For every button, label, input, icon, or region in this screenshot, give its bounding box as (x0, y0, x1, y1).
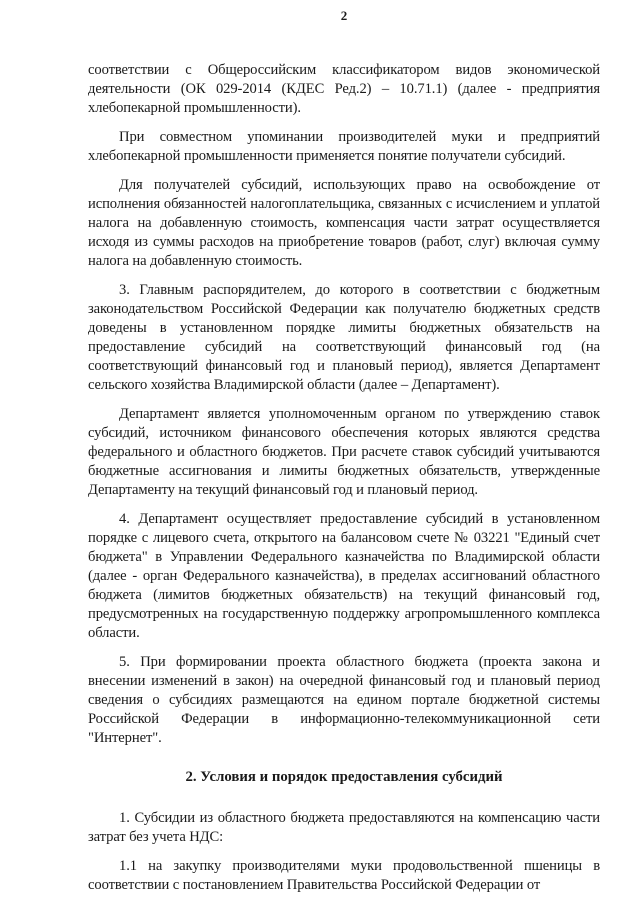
paragraph-main-administrator: 3. Главным распорядителем, до которого в соответствии с бюджетным законодательством Российской Федерации как получателю бюджетных средств доведены в установленном порядке лимиты бюджетных обязательств на предоставление субсидий на соответствующий финансовый год (на соответствующий финансовый год и плановый период), является Департамент сельского хозяйства Владимирской области (далее – Департамент). (88, 282, 600, 393)
paragraph-budget-portal: 5. При формировании проекта областного бюджета (проекта закона и внесении изменений в закон) на очередной финансовый год и плановый период сведения о субсидиях размещаются на едином портале бюджетной системы Российской Федерации в информационно-телекоммуникационной сети "Интернет". (88, 654, 600, 746)
paragraph-recipients-definition: При совместном упоминании производителей муки и предприятий хлебопекарной промышленности применяется понятие получатели субсидий. (88, 129, 600, 164)
paragraph-vat-exemption: Для получателей субсидий, использующих право на освобождение от исполнения обязанностей налогоплательщика, связанных с исчислением и уплатой налога на добавленную стоимость, компенсация части затрат осуществляется исходя из суммы расходов на приобретение товаров (работ, слуг) включая сумму налога на добавленную стоимость. (88, 177, 600, 269)
section-heading: 2. Условия и порядок предоставления субсидий (185, 769, 503, 785)
page-number: 2 (340, 8, 348, 23)
paragraph-subsidy-purpose: 1. Субсидии из областного бюджета предоставляются на компенсацию части затрат без учета НДС: (88, 810, 600, 845)
paragraph-wheat-procurement: 1.1 на закупку производителями муки продовольственной пшеницы в соответствии с постановлением Правительства Российской Федерации от (88, 858, 600, 893)
paragraph-okved-classification: соответствии с Общероссийским классификатором видов экономической деятельности (ОК 029-2014 (КДЕС Ред.2) – 10.71.1) (далее - предприятия хлебопекарной промышленности). (88, 62, 600, 116)
paragraph-department-authority: Департамент является уполномоченным органом по утверждению ставок субсидий, источником финансового обеспечения которых являются средства федерального и областного бюджетов. При расчете ставок субсидий учитываются бюджетные ассигнования и лимиты бюджетных обязательств, утвержденные Департаменту на текущий финансовый год и плановый период. (88, 406, 600, 498)
paragraph-subsidy-disbursement: 4. Департамент осуществляет предоставление субсидий в установленном порядке с лицевого счета, открытого на балансовом счете № 03221 "Единый счет бюджета" в Управлении Федерального казначейства по Владимирской области (далее - орган Федерального казначейства), в пределах ассигнований областного бюджета (лимитов бюджетных обязательств) на текущий финансовый год, предусмотренных на государственную поддержку агропромышленного комплекса области. (88, 511, 600, 641)
